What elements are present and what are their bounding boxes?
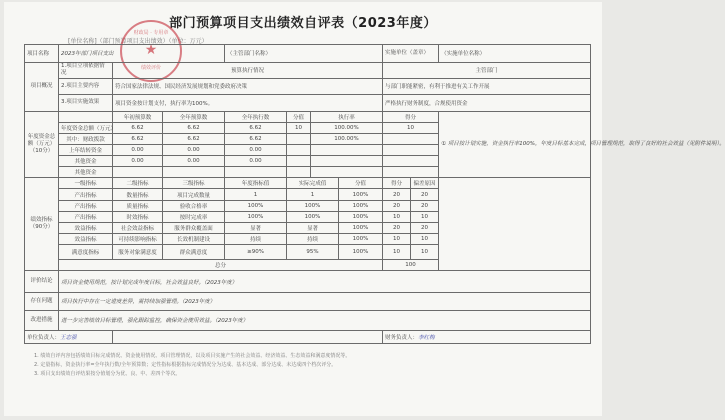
budget-cell — [383, 134, 439, 145]
indicator-cell: 按时完成率 — [163, 211, 225, 222]
indicator-cell: 20 — [383, 189, 411, 200]
budget-cell — [311, 145, 383, 156]
indicator-col-header: 二级指标 — [113, 178, 163, 189]
indicator-cell: 100% — [287, 200, 339, 211]
budget-cell: 0.00 — [113, 156, 163, 167]
document-sheet — [4, 2, 725, 416]
project-label: 项目名称 — [25, 45, 59, 63]
indicator-cell: 100% — [339, 200, 383, 211]
budget-section-label: 年度资金总额（万元） （10分） — [25, 112, 59, 178]
indicator-cell: 持续 — [287, 233, 339, 244]
indicator-cell: 满意度指标 — [59, 244, 113, 259]
purpose-row1-label: 1.项目立项依据情况 — [59, 62, 113, 79]
indicator-cell: 群众满意度 — [163, 244, 225, 259]
purpose-label: 项目概况 — [25, 62, 59, 112]
budget-cell: 6.62 — [163, 134, 225, 145]
indicator-cell: 产出指标 — [59, 211, 113, 222]
indicator-cell: 社会效益指标 — [113, 222, 163, 233]
budget-cell — [225, 167, 287, 178]
budget-cell: 10 — [287, 123, 311, 134]
impl-label: 实施单位（盖章） — [383, 45, 439, 63]
budget-cell — [287, 156, 311, 167]
findings-row1-label: 评价结论 — [25, 271, 59, 293]
budget-cell: 6.62 — [225, 134, 287, 145]
findings-row2-text: 项目执行中存在一定进度差异，需持续加强管理。（2023年度） — [59, 293, 591, 311]
budget-col-header: 分值 — [287, 112, 311, 123]
total-value: 100 — [383, 260, 439, 271]
indicator-cell: 10 — [383, 233, 411, 244]
budget-cell — [287, 134, 311, 145]
footnote: 2. 定量指标，资金执行率=全年执行数/全年预算数；定性指标根据指标完成情况分为达成、基本达成、部分达成、未达成四个档次评分。 — [34, 362, 337, 368]
table-row — [25, 112, 591, 123]
sign-left: 单位负责人：王志强 — [25, 330, 113, 343]
budget-col-header: 全年执行数 — [225, 112, 287, 123]
indicator-cell: 20 — [411, 200, 439, 211]
budget-cell: 0.00 — [225, 156, 287, 167]
purpose-row3-label: 3.项目实施效果 — [59, 94, 113, 112]
table-row — [25, 310, 591, 330]
findings-row3-text: 进一步完善绩效目标管理，强化跟踪监控，确保资金使用效益。（2023年度） — [59, 310, 591, 330]
purpose-row2-right-text: 严格执行财务制度，合规使用资金 — [383, 94, 591, 112]
indicator-cell: 10 — [411, 211, 439, 222]
indicator-cell: 10 — [383, 244, 411, 259]
budget-col-header: 全年预算数 — [163, 112, 225, 123]
budget-header-blank — [59, 112, 113, 123]
table-row — [25, 293, 591, 311]
table-row — [25, 94, 591, 112]
indicator-cell: 1 — [287, 189, 339, 200]
indicator-col-header: 一级指标 — [59, 178, 113, 189]
budget-cell — [311, 167, 383, 178]
table-row — [25, 79, 591, 94]
indicator-cell: 验收合格率 — [163, 200, 225, 211]
indicator-cell: 效益指标 — [59, 233, 113, 244]
budget-cell: 6.62 — [163, 123, 225, 134]
indicator-cell: 10 — [411, 233, 439, 244]
budget-cell: 0.00 — [225, 145, 287, 156]
indicator-cell: 服务对象满意度 — [113, 244, 163, 259]
budget-cell: 6.62 — [225, 123, 287, 134]
indicator-cell: 100% — [225, 200, 287, 211]
indicator-cell: 20 — [411, 222, 439, 233]
total-label: 总分 — [59, 260, 383, 271]
budget-cell — [287, 167, 311, 178]
budget-right-note: ① 项目按计划实施，资金执行率100%，年度目标基本完成，项目管理规范，取得了良好的社会效益（见附件说明）。 — [439, 112, 591, 178]
evaluation-table — [24, 44, 725, 344]
budget-cell: 0.00 — [113, 145, 163, 156]
indicator-cell: 100% — [339, 244, 383, 259]
official-seal: 财政局 · 专用章 ★ 绩效评价 — [120, 20, 182, 82]
indicator-cell: 项目完成数量 — [163, 189, 225, 200]
table-row — [25, 45, 591, 63]
unit-label: 主管部门 — [383, 62, 591, 79]
budget-row-label: 其他资金 — [59, 156, 113, 167]
project-value: 2023年部门项目支出 — [59, 45, 225, 63]
indicator-cell: 20 — [383, 222, 411, 233]
budget-cell — [383, 145, 439, 156]
budget-cell — [383, 156, 439, 167]
sign-middle-blank — [113, 330, 383, 343]
footnote: 3. 项目支出绩效自评结果按分值划分为优、良、中、差四个等次。 — [34, 371, 181, 377]
indicator-cell: 可持续影响指标 — [113, 233, 163, 244]
budget-col-header: 得分 — [383, 112, 439, 123]
budget-cell: 6.62 — [113, 134, 163, 145]
indicator-cell: 持续 — [225, 233, 287, 244]
indicator-cell: 数量指标 — [113, 189, 163, 200]
budget-cell — [113, 167, 163, 178]
indicator-col-header: 分值 — [339, 178, 383, 189]
sign-right: 财务负责人：李红梅 — [383, 330, 591, 343]
table-row — [25, 62, 591, 79]
indicator-cell: 效益指标 — [59, 222, 113, 233]
budget-cell: 0.00 — [163, 145, 225, 156]
indicator-cell: 100% — [339, 189, 383, 200]
footnotes — [34, 352, 594, 379]
budget-row-label: 上年结转资金 — [59, 145, 113, 156]
budget-cell: 0.00 — [163, 156, 225, 167]
budget-row-label: 其他资金 — [59, 167, 113, 178]
indicator-notes-blank — [439, 178, 591, 271]
indicator-cell: 长效机制建设 — [163, 233, 225, 244]
purpose-row1-right-text: 与部门职能紧密，有利于推进有关工作开展 — [383, 79, 591, 94]
table-row — [25, 178, 591, 189]
indicator-cell: 100% — [287, 211, 339, 222]
seal-star-icon: ★ — [144, 42, 158, 58]
budget-col-header: 执行率 — [311, 112, 383, 123]
indicator-col-header: 偏差原因 — [411, 178, 439, 189]
budget-cell: 100.00% — [311, 134, 383, 145]
indicator-cell: 显著 — [225, 222, 287, 233]
table-row — [25, 330, 591, 343]
indicator-cell: 100% — [339, 222, 383, 233]
indicator-col-header: 三级指标 — [163, 178, 225, 189]
footnote: 1. 绩效自评内容包括绩效目标完成情况、资金使用情况、项目管理情况，以及项目实施产生的社会效益、经济效益、生态效益和满意度情况等。 — [34, 353, 351, 359]
impl-value: （实施单位名称） — [439, 45, 591, 63]
purpose-row1-text: 符合国家法律法规、国民经济发展规划和党委政府决策 — [113, 79, 383, 94]
budget-col-header: 年初预算数 — [113, 112, 163, 123]
indicator-cell: 时效指标 — [113, 211, 163, 222]
indicator-cell: 10 — [411, 244, 439, 259]
budget-cell — [311, 156, 383, 167]
budget-row-label: 其中：财政拨款 — [59, 134, 113, 145]
indicator-cell: 产出指标 — [59, 200, 113, 211]
indicator-cell: 10 — [383, 211, 411, 222]
indicator-cell: 20 — [383, 200, 411, 211]
indicator-cell: 质量指标 — [113, 200, 163, 211]
purpose-row1-right: 预算执行情况 — [113, 62, 383, 79]
indicator-cell: 100% — [339, 233, 383, 244]
indicators-section-label: 绩效指标（90分） — [25, 178, 59, 271]
budget-cell — [163, 167, 225, 178]
budget-cell: 10 — [383, 123, 439, 134]
indicator-col-header: 年度指标值 — [225, 178, 287, 189]
indicator-col-header: 实际完成值 — [287, 178, 339, 189]
findings-row1-text: 项目资金使用规范，按计划完成年度目标，社会效益良好。（2023年度） — [59, 271, 591, 293]
purpose-row3-text: 项目资金按计划支付，执行率为100%。 — [113, 94, 383, 112]
purpose-row2-label: 2.项目主要内容 — [59, 79, 113, 94]
indicator-cell: 100% — [225, 211, 287, 222]
indicator-col-header: 得分 — [383, 178, 411, 189]
budget-cell — [383, 167, 439, 178]
budget-row-label: 年度资金总额（万元） — [59, 123, 113, 134]
indicator-cell: 1 — [225, 189, 287, 200]
budget-cell — [287, 145, 311, 156]
document-subtitle: [单位名称]（部门预算项目支出绩效）（单位：万元） — [68, 38, 208, 45]
indicator-cell: 100% — [339, 211, 383, 222]
budget-cell: 100.00% — [311, 123, 383, 134]
indicator-cell: 显著 — [287, 222, 339, 233]
indicator-cell: 服务群众覆盖面 — [163, 222, 225, 233]
indicator-cell: 产出指标 — [59, 189, 113, 200]
findings-row2-label: 存在问题 — [25, 293, 59, 311]
findings-row3-label: 改进措施 — [25, 310, 59, 330]
indicator-cell: ≥90% — [225, 244, 287, 259]
indicator-cell: 95% — [287, 244, 339, 259]
document-title: 部门预算项目支出绩效自评表（2023年度） — [169, 16, 437, 31]
indicator-cell: 20 — [411, 189, 439, 200]
budget-cell: 6.62 — [113, 123, 163, 134]
unit-value: （主管部门名称） — [225, 45, 383, 63]
table-row — [25, 271, 591, 293]
